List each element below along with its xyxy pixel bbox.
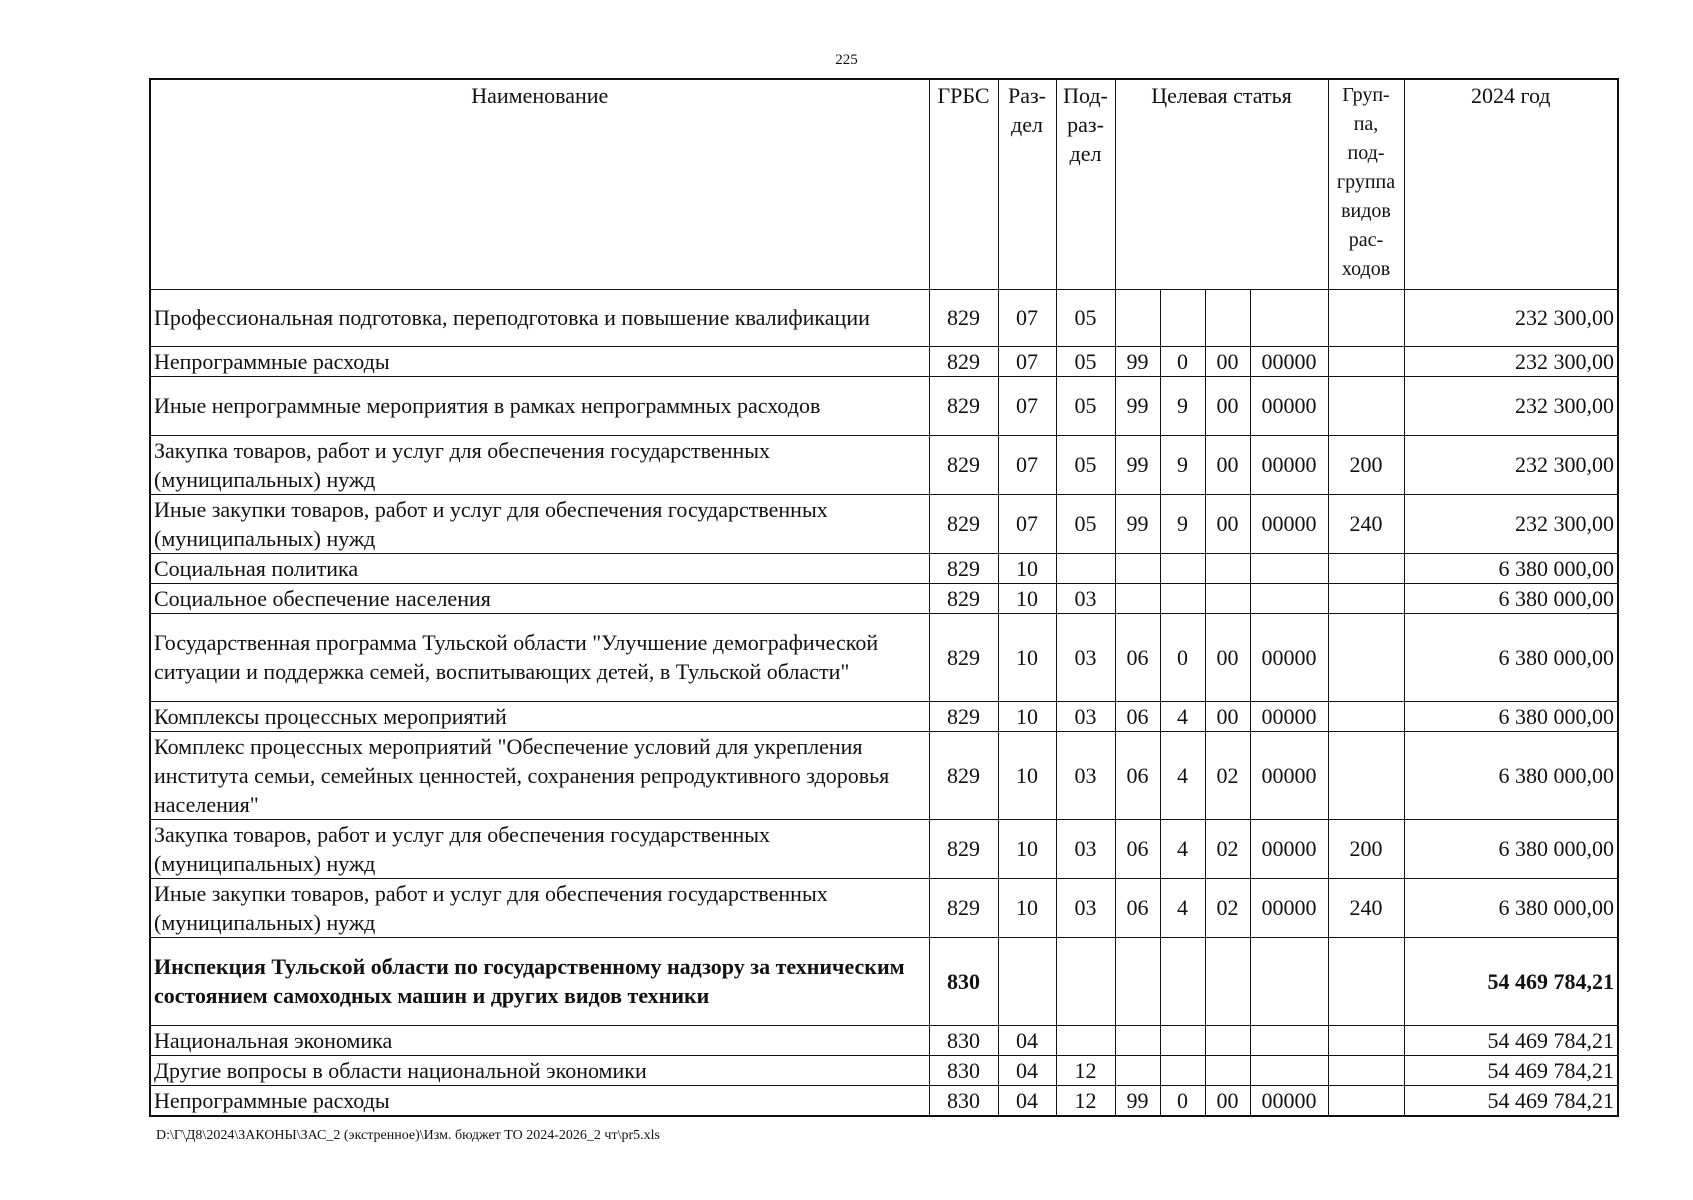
row-razdel: 07 bbox=[998, 289, 1056, 346]
row-target-event: 00 bbox=[1205, 435, 1250, 494]
row-grbs: 829 bbox=[929, 819, 998, 878]
row-grbs: 829 bbox=[929, 731, 998, 819]
row-target-event bbox=[1205, 1025, 1250, 1055]
row-target-subprogram: 9 bbox=[1160, 494, 1205, 553]
row-podrazdel: 03 bbox=[1056, 731, 1115, 819]
row-grbs: 830 bbox=[929, 1025, 998, 1055]
row-amount-2024: 232 300,00 bbox=[1404, 435, 1618, 494]
row-expense-group: 240 bbox=[1328, 494, 1404, 553]
row-grbs: 829 bbox=[929, 583, 998, 613]
row-target-code bbox=[1250, 1055, 1328, 1085]
header-year: 2024 год bbox=[1404, 79, 1618, 289]
row-target-program bbox=[1115, 553, 1160, 583]
row-target-code: 00000 bbox=[1250, 878, 1328, 937]
row-target-subprogram bbox=[1160, 583, 1205, 613]
row-target-program: 06 bbox=[1115, 701, 1160, 731]
header-razdel: Раз- дел bbox=[998, 79, 1056, 289]
row-name: Социальная политика bbox=[150, 553, 929, 583]
row-name: Государственная программа Тульской области "Улучшение демографической ситуации и поддержка семей, воспитывающих детей, в Тульской области" bbox=[150, 613, 929, 701]
row-razdel: 07 bbox=[998, 376, 1056, 435]
row-amount-2024: 232 300,00 bbox=[1404, 494, 1618, 553]
row-name: Непрограммные расходы bbox=[150, 1085, 929, 1116]
row-razdel: 04 bbox=[998, 1055, 1056, 1085]
row-amount-2024: 6 380 000,00 bbox=[1404, 613, 1618, 701]
page-number: 225 bbox=[835, 52, 858, 68]
row-target-code bbox=[1250, 289, 1328, 346]
row-podrazdel: 03 bbox=[1056, 878, 1115, 937]
header-name: Наименование bbox=[150, 79, 929, 289]
row-grbs: 829 bbox=[929, 613, 998, 701]
row-name: Комплекс процессных мероприятий "Обеспечение условий для укрепления института семьи, семейных ценностей, сохранения репродуктивного здоровья населения" bbox=[150, 731, 929, 819]
table-row bbox=[150, 583, 1618, 613]
row-target-program bbox=[1115, 289, 1160, 346]
row-target-program: 99 bbox=[1115, 494, 1160, 553]
row-target-program bbox=[1115, 1055, 1160, 1085]
row-target-subprogram bbox=[1160, 937, 1205, 1025]
row-grbs: 829 bbox=[929, 553, 998, 583]
row-target-code: 00000 bbox=[1250, 819, 1328, 878]
row-target-code bbox=[1250, 583, 1328, 613]
table-row bbox=[150, 1055, 1618, 1085]
row-podrazdel: 12 bbox=[1056, 1085, 1115, 1116]
table-row bbox=[150, 494, 1618, 553]
row-name: Инспекция Тульской области по государственному надзору за техническим состоянием самоходных машин и других видов техники bbox=[150, 937, 929, 1025]
row-target-subprogram: 4 bbox=[1160, 878, 1205, 937]
row-name: Закупка товаров, работ и услуг для обеспечения государственных (муниципальных) нужд bbox=[150, 435, 929, 494]
row-target-program: 06 bbox=[1115, 731, 1160, 819]
file-path-footer: D:\Г\Д8\2024\ЗАКОНЫ\ЗАС_2 (экстренное)\Изм. бюджет ТО 2024-2026_2 чт\pr5.xls bbox=[156, 1128, 660, 1143]
table-row bbox=[150, 731, 1618, 819]
row-target-event bbox=[1205, 1055, 1250, 1085]
row-podrazdel: 03 bbox=[1056, 613, 1115, 701]
row-podrazdel: 05 bbox=[1056, 494, 1115, 553]
row-target-event: 00 bbox=[1205, 376, 1250, 435]
row-name: Закупка товаров, работ и услуг для обеспечения государственных (муниципальных) нужд bbox=[150, 819, 929, 878]
row-razdel: 10 bbox=[998, 613, 1056, 701]
row-target-subprogram bbox=[1160, 1025, 1205, 1055]
row-amount-2024: 6 380 000,00 bbox=[1404, 553, 1618, 583]
header-podrazdel: Под- раз- дел bbox=[1056, 79, 1115, 289]
row-podrazdel: 03 bbox=[1056, 701, 1115, 731]
row-target-subprogram: 9 bbox=[1160, 376, 1205, 435]
row-target-event: 02 bbox=[1205, 878, 1250, 937]
row-expense-group: 240 bbox=[1328, 878, 1404, 937]
row-amount-2024: 6 380 000,00 bbox=[1404, 731, 1618, 819]
row-amount-2024: 6 380 000,00 bbox=[1404, 701, 1618, 731]
table-row bbox=[150, 701, 1618, 731]
row-target-program bbox=[1115, 1025, 1160, 1055]
row-target-subprogram: 4 bbox=[1160, 819, 1205, 878]
row-target-code: 00000 bbox=[1250, 494, 1328, 553]
row-target-program: 99 bbox=[1115, 1085, 1160, 1116]
row-podrazdel: 05 bbox=[1056, 435, 1115, 494]
row-expense-group bbox=[1328, 553, 1404, 583]
row-podrazdel bbox=[1056, 1025, 1115, 1055]
row-amount-2024: 232 300,00 bbox=[1404, 376, 1618, 435]
row-target-subprogram bbox=[1160, 553, 1205, 583]
row-razdel: 07 bbox=[998, 346, 1056, 376]
row-podrazdel: 03 bbox=[1056, 819, 1115, 878]
row-name: Другие вопросы в области национальной экономики bbox=[150, 1055, 929, 1085]
row-grbs: 830 bbox=[929, 1085, 998, 1116]
row-razdel: 10 bbox=[998, 583, 1056, 613]
row-podrazdel: 12 bbox=[1056, 1055, 1115, 1085]
row-razdel: 07 bbox=[998, 435, 1056, 494]
row-razdel bbox=[998, 937, 1056, 1025]
row-target-subprogram: 9 bbox=[1160, 435, 1205, 494]
row-target-program: 99 bbox=[1115, 435, 1160, 494]
row-amount-2024: 6 380 000,00 bbox=[1404, 878, 1618, 937]
row-target-subprogram: 4 bbox=[1160, 731, 1205, 819]
row-grbs: 829 bbox=[929, 878, 998, 937]
row-target-event: 00 bbox=[1205, 346, 1250, 376]
row-target-code: 00000 bbox=[1250, 435, 1328, 494]
row-amount-2024: 6 380 000,00 bbox=[1404, 583, 1618, 613]
row-target-code bbox=[1250, 553, 1328, 583]
row-target-program: 06 bbox=[1115, 819, 1160, 878]
row-amount-2024: 232 300,00 bbox=[1404, 289, 1618, 346]
table-row bbox=[150, 819, 1618, 878]
row-razdel: 04 bbox=[998, 1025, 1056, 1055]
row-razdel: 10 bbox=[998, 553, 1056, 583]
header-expense-group: Груп- па, под- группа видов рас- ходов bbox=[1328, 79, 1404, 289]
row-expense-group bbox=[1328, 701, 1404, 731]
table-row bbox=[150, 346, 1618, 376]
header-grbs: ГРБС bbox=[929, 79, 998, 289]
row-target-subprogram: 0 bbox=[1160, 1085, 1205, 1116]
table-row bbox=[150, 553, 1618, 583]
row-expense-group bbox=[1328, 613, 1404, 701]
row-expense-group bbox=[1328, 1055, 1404, 1085]
row-target-event: 02 bbox=[1205, 731, 1250, 819]
table-row bbox=[150, 289, 1618, 346]
row-grbs: 829 bbox=[929, 701, 998, 731]
row-target-event bbox=[1205, 937, 1250, 1025]
table-row bbox=[150, 1085, 1618, 1116]
table-row bbox=[150, 878, 1618, 937]
row-razdel: 10 bbox=[998, 878, 1056, 937]
row-target-event: 00 bbox=[1205, 613, 1250, 701]
row-target-event: 00 bbox=[1205, 494, 1250, 553]
row-name: Комплексы процессных мероприятий bbox=[150, 701, 929, 731]
row-podrazdel: 03 bbox=[1056, 583, 1115, 613]
row-amount-2024: 54 469 784,21 bbox=[1404, 1025, 1618, 1055]
row-razdel: 07 bbox=[998, 494, 1056, 553]
table-row bbox=[150, 435, 1618, 494]
row-expense-group bbox=[1328, 583, 1404, 613]
row-name: Иные закупки товаров, работ и услуг для обеспечения государственных (муниципальных) нужд bbox=[150, 494, 929, 553]
row-expense-group bbox=[1328, 346, 1404, 376]
row-podrazdel bbox=[1056, 937, 1115, 1025]
row-grbs: 829 bbox=[929, 346, 998, 376]
table-row bbox=[150, 1025, 1618, 1055]
row-target-code bbox=[1250, 1025, 1328, 1055]
row-podrazdel: 05 bbox=[1056, 346, 1115, 376]
row-target-event bbox=[1205, 289, 1250, 346]
row-razdel: 10 bbox=[998, 731, 1056, 819]
row-name: Иные непрограммные мероприятия в рамках непрограммных расходов bbox=[150, 376, 929, 435]
row-grbs: 830 bbox=[929, 937, 998, 1025]
row-target-program: 99 bbox=[1115, 346, 1160, 376]
row-target-subprogram bbox=[1160, 1055, 1205, 1085]
budget-table bbox=[149, 78, 1619, 1117]
row-target-code: 00000 bbox=[1250, 346, 1328, 376]
row-target-code: 00000 bbox=[1250, 1085, 1328, 1116]
row-target-event bbox=[1205, 583, 1250, 613]
row-target-code bbox=[1250, 937, 1328, 1025]
row-expense-group bbox=[1328, 1025, 1404, 1055]
row-razdel: 10 bbox=[998, 819, 1056, 878]
row-expense-group bbox=[1328, 731, 1404, 819]
row-target-code: 00000 bbox=[1250, 613, 1328, 701]
row-grbs: 829 bbox=[929, 376, 998, 435]
row-grbs: 830 bbox=[929, 1055, 998, 1085]
row-name: Иные закупки товаров, работ и услуг для обеспечения государственных (муниципальных) нужд bbox=[150, 878, 929, 937]
row-target-event bbox=[1205, 553, 1250, 583]
row-target-code: 00000 bbox=[1250, 701, 1328, 731]
row-target-program: 06 bbox=[1115, 878, 1160, 937]
row-expense-group bbox=[1328, 937, 1404, 1025]
row-target-program bbox=[1115, 937, 1160, 1025]
row-target-subprogram: 0 bbox=[1160, 346, 1205, 376]
row-name: Профессиональная подготовка, переподготовка и повышение квалификации bbox=[150, 289, 929, 346]
row-amount-2024: 54 469 784,21 bbox=[1404, 937, 1618, 1025]
row-expense-group bbox=[1328, 376, 1404, 435]
table-row bbox=[150, 937, 1618, 1025]
row-expense-group: 200 bbox=[1328, 819, 1404, 878]
row-target-event: 02 bbox=[1205, 819, 1250, 878]
row-expense-group bbox=[1328, 1085, 1404, 1116]
row-target-program bbox=[1115, 583, 1160, 613]
row-amount-2024: 54 469 784,21 bbox=[1404, 1055, 1618, 1085]
row-target-code: 00000 bbox=[1250, 376, 1328, 435]
row-amount-2024: 6 380 000,00 bbox=[1404, 819, 1618, 878]
table-row bbox=[150, 376, 1618, 435]
table-row bbox=[150, 613, 1618, 701]
row-grbs: 829 bbox=[929, 494, 998, 553]
header-target-article: Целевая статья bbox=[1115, 79, 1328, 289]
row-grbs: 829 bbox=[929, 435, 998, 494]
row-amount-2024: 54 469 784,21 bbox=[1404, 1085, 1618, 1116]
table-header-row bbox=[150, 79, 1618, 289]
row-target-program: 99 bbox=[1115, 376, 1160, 435]
row-podrazdel: 05 bbox=[1056, 376, 1115, 435]
row-razdel: 10 bbox=[998, 701, 1056, 731]
row-grbs: 829 bbox=[929, 289, 998, 346]
row-target-event: 00 bbox=[1205, 1085, 1250, 1116]
row-name: Социальное обеспечение населения bbox=[150, 583, 929, 613]
row-target-subprogram bbox=[1160, 289, 1205, 346]
row-name: Непрограммные расходы bbox=[150, 346, 929, 376]
row-target-subprogram: 0 bbox=[1160, 613, 1205, 701]
row-podrazdel bbox=[1056, 553, 1115, 583]
row-name: Национальная экономика bbox=[150, 1025, 929, 1055]
row-expense-group bbox=[1328, 289, 1404, 346]
row-podrazdel: 05 bbox=[1056, 289, 1115, 346]
row-expense-group: 200 bbox=[1328, 435, 1404, 494]
row-target-code: 00000 bbox=[1250, 731, 1328, 819]
row-razdel: 04 bbox=[998, 1085, 1056, 1116]
row-target-program: 06 bbox=[1115, 613, 1160, 701]
row-target-event: 00 bbox=[1205, 701, 1250, 731]
row-amount-2024: 232 300,00 bbox=[1404, 346, 1618, 376]
row-target-subprogram: 4 bbox=[1160, 701, 1205, 731]
